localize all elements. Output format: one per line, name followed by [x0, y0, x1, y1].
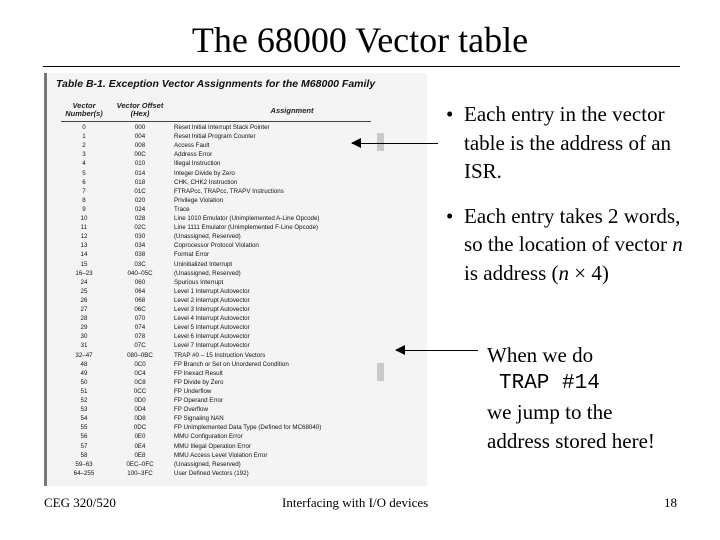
note-line: When we do: [487, 343, 594, 367]
vector-number-cell: 57: [80, 442, 88, 450]
vector-offset-cell: 0D4: [134, 406, 146, 414]
table-row: [47, 423, 377, 432]
assignment-cell: FP Unimplemented Data Type (Defined for MC68040): [174, 424, 322, 432]
assignment-cell: Reset Initial Interrupt Stack Pointer: [174, 124, 270, 131]
column-header-vector-offset: Vector Offset (Hex): [116, 101, 164, 118]
table-row: [47, 223, 377, 232]
vector-number-cell: 30: [80, 333, 88, 341]
bullet-marker: •: [446, 203, 454, 228]
table-row: [47, 442, 377, 451]
vector-number-cell: 26: [80, 296, 88, 304]
vector-number-cell: 6: [82, 178, 86, 186]
assignment-cell: Level 3 Interrupt Autovector: [174, 306, 250, 313]
title-underline: [43, 66, 680, 67]
table-row: [47, 305, 377, 314]
vector-offset-cell: 024: [134, 205, 146, 213]
vector-offset-cell: 03C: [134, 260, 146, 268]
vector-offset-cell: 0EC–0FC: [126, 460, 154, 468]
vector-number-cell: 2: [82, 142, 86, 150]
vector-offset-cell: 0DC: [133, 424, 147, 432]
assignment-cell: Level 2 Interrupt Autovector: [174, 296, 250, 304]
table-row: [47, 314, 377, 323]
vector-number-cell: 64–255: [73, 469, 95, 477]
assignment-cell: CHK, CHK2 Instruction: [174, 178, 238, 186]
vector-offset-cell: 06C: [134, 306, 146, 313]
assignment-cell: User Defined Vectors (192): [174, 469, 249, 477]
table-row: [47, 351, 377, 360]
vector-number-cell: 4: [82, 160, 86, 168]
table-row: [47, 250, 377, 259]
table-row: [47, 150, 377, 159]
table-row: [47, 159, 377, 168]
vector-offset-cell: 02C: [134, 224, 146, 232]
vector-offset-cell: 038: [134, 251, 146, 259]
assignment-cell: Line 1111 Emulator (Unimplemented F-Line Opcode): [174, 224, 319, 232]
table-row: [47, 132, 377, 141]
vector-number-cell: 50: [80, 378, 88, 386]
vector-number-cell: 28: [80, 315, 88, 323]
margin-mark: [377, 133, 384, 151]
assignment-cell: FP Inexact Result: [174, 369, 223, 377]
vector-offset-cell: 074: [134, 324, 146, 332]
vector-offset-cell: 000: [134, 124, 146, 131]
header-divider: [61, 121, 371, 122]
vector-offset-cell: 01C: [134, 187, 146, 195]
table-row: [47, 232, 377, 241]
vector-offset-cell: 0D8: [134, 415, 146, 423]
vector-offset-cell: 028: [134, 215, 146, 222]
table-row: [47, 396, 377, 405]
assignment-cell: Level 4 Interrupt Autovector: [174, 315, 250, 323]
vector-number-cell: 16–23: [75, 269, 93, 277]
note-line: we jump to the: [487, 400, 613, 424]
vector-number-cell: 1: [82, 133, 86, 141]
table-row: [47, 241, 377, 250]
assignment-cell: Illegal Instruction: [174, 160, 221, 168]
table-row: [47, 205, 377, 214]
table-row: [47, 123, 377, 132]
vector-offset-cell: 020: [134, 196, 146, 204]
table-row: [47, 141, 377, 150]
vector-number-cell: 0: [82, 124, 86, 131]
assignment-cell: Uninitialized Interrupt: [174, 260, 233, 268]
vector-offset-cell: 0E4: [134, 442, 146, 450]
vector-number-cell: 55: [80, 424, 88, 432]
vector-number-cell: 58: [80, 451, 88, 459]
vector-offset-cell: 07C: [134, 342, 146, 350]
vector-offset-cell: 0CC: [133, 387, 147, 395]
bullet-item: [446, 100, 696, 186]
vector-offset-cell: 004: [134, 133, 146, 141]
assignment-cell: Trace: [174, 205, 190, 213]
assignment-cell: Address Error: [174, 151, 213, 159]
vector-number-cell: 11: [80, 224, 88, 232]
assignment-cell: TRAP #0 – 15 Instruction Vectors: [174, 351, 266, 359]
vector-number-cell: 29: [80, 324, 88, 332]
vector-offset-cell: 034: [134, 242, 146, 250]
bullet-item: [446, 202, 696, 288]
assignment-cell: MMU Illegal Operation Error: [174, 442, 252, 450]
bullet-text-isr: Each entry in the vector table is the address of an ISR.: [464, 102, 672, 183]
assignment-cell: MMU Access Level Violation Error: [174, 451, 268, 459]
vector-number-cell: 31: [80, 342, 88, 350]
vector-number-cell: 27: [80, 306, 88, 313]
assignment-cell: Format Error: [174, 251, 210, 259]
vector-offset-cell: 010: [134, 160, 146, 168]
assignment-cell: Reset Initial Program Counter: [174, 133, 256, 141]
vector-offset-cell: 080–0BC: [127, 351, 153, 359]
vector-number-cell: 53: [80, 406, 88, 414]
assignment-cell: Spurious Interrupt: [174, 278, 224, 286]
vector-offset-cell: 070: [134, 315, 146, 323]
assignment-cell: Level 6 Interrupt Autovector: [174, 333, 250, 341]
table-row: [47, 378, 377, 387]
slide-title: The 68000 Vector table: [191, 20, 529, 60]
table-row: [47, 341, 377, 350]
table-row: [47, 196, 377, 205]
vector-number-cell: 51: [80, 387, 88, 395]
table-row: [47, 360, 377, 369]
vector-offset-cell: 008: [134, 142, 146, 150]
vector-offset-cell: 018: [134, 178, 146, 186]
vector-number-cell: 24: [80, 278, 88, 286]
table-row: [47, 287, 377, 296]
vector-number-cell: 3: [82, 151, 86, 159]
table-row: [47, 414, 377, 423]
vector-number-cell: 14: [80, 251, 88, 259]
vector-number-cell: 49: [80, 369, 88, 377]
vector-offset-cell: 068: [134, 296, 146, 304]
vector-offset-cell: 0E0: [134, 433, 146, 441]
vector-number-cell: 56: [80, 433, 88, 441]
table-row: [47, 469, 377, 478]
margin-mark: [377, 363, 384, 381]
assignment-cell: FP Branch or Set on Unordered Condition: [174, 360, 289, 368]
table-row: [47, 169, 377, 178]
table-row: [47, 387, 377, 396]
vector-offset-cell: 0E8: [134, 451, 146, 459]
bullet-text-words: Each entry takes 2 words, so the location of vector n is address (n × 4): [464, 203, 683, 285]
table-row: [47, 432, 377, 441]
vector-offset-cell: 00C: [134, 151, 146, 159]
table-row: [47, 278, 377, 287]
arrow-to-trap-vectors: [396, 350, 478, 351]
column-header-vector-number: Vector Number(s): [65, 101, 103, 118]
vector-number-cell: 12: [80, 233, 88, 241]
table-row: [47, 323, 377, 332]
assignment-cell: MMU Configuration Error: [174, 433, 243, 441]
vector-number-cell: 15: [80, 260, 88, 268]
vector-number-cell: 5: [82, 169, 86, 177]
assignment-cell: Privilege Violation: [174, 196, 224, 204]
assignment-cell: (Unassigned, Reserved): [174, 233, 241, 241]
table-row: [47, 369, 377, 378]
assignment-cell: Line 1010 Emulator (Unimplemented A-Line Opcode): [174, 215, 320, 222]
note-line: address stored here!: [487, 428, 655, 453]
table-row: [47, 332, 377, 341]
table-row: [47, 269, 377, 278]
vector-offset-cell: 060: [134, 278, 146, 286]
assignment-cell: FP Underflow: [174, 387, 212, 395]
bullet-list: [446, 100, 696, 303]
column-header-assignment: Assignment: [270, 106, 314, 115]
vector-number-cell: 9: [82, 205, 86, 213]
vector-offset-cell: 040–05C: [127, 269, 153, 277]
vector-offset-cell: 0C8: [134, 378, 146, 386]
assignment-cell: Coprocessor Protocol Violation: [174, 242, 259, 250]
table-caption: Table B-1. Exception Vector Assignments for the M68000 Family: [56, 78, 376, 90]
vector-number-cell: 48: [80, 360, 88, 368]
footer-title: Interfacing with I/O devices: [282, 495, 429, 510]
vector-offset-cell: 100–3FC: [127, 469, 153, 477]
assignment-cell: (Unassigned, Reserved): [174, 460, 241, 468]
trap-code: TRAP #14: [499, 371, 600, 395]
table-row: [47, 214, 377, 223]
vector-number-cell: 13: [80, 242, 88, 250]
vector-number-cell: 25: [80, 287, 88, 295]
assignment-cell: FP Overflow: [174, 406, 208, 414]
bullet-marker: •: [446, 102, 454, 126]
vector-number-cell: 10: [80, 215, 88, 222]
assignment-cell: Level 7 Interrupt Autovector: [174, 342, 250, 350]
footer-course: CEG 320/520: [44, 495, 116, 510]
vector-offset-cell: 0C0: [134, 360, 146, 368]
page-number: 18: [664, 495, 677, 510]
vector-offset-cell: 0D0: [134, 397, 146, 404]
assignment-cell: FTRAPcc, TRAPcc, TRAPV Instructions: [174, 187, 284, 195]
vector-number-cell: 54: [80, 415, 88, 423]
vector-offset-cell: 0C4: [134, 369, 146, 377]
assignment-cell: FP Operand Error: [174, 397, 224, 404]
assignment-cell: Access Fault: [174, 142, 210, 150]
arrow-to-table-entry: [352, 143, 438, 144]
table-row: [47, 260, 377, 269]
assignment-cell: (Unassigned, Reserved): [174, 269, 241, 277]
table-row: [47, 187, 377, 196]
trap-note: [487, 341, 707, 455]
vector-number-cell: 8: [82, 196, 86, 204]
vector-number-cell: 32–47: [75, 351, 93, 359]
assignment-cell: Integer Divide by Zero: [174, 169, 235, 177]
vector-offset-cell: 030: [134, 233, 146, 241]
table-row: [47, 460, 377, 469]
vector-number-cell: 59–63: [75, 460, 93, 468]
assignment-cell: Level 1 Interrupt Autovector: [174, 287, 250, 295]
vector-table-scan: [44, 73, 427, 486]
assignment-cell: FP Signaling NAN: [174, 415, 224, 423]
vector-offset-cell: 064: [134, 287, 146, 295]
assignment-cell: FP Divide by Zero: [174, 378, 224, 386]
table-row: [47, 178, 377, 187]
vector-number-cell: 7: [82, 187, 86, 195]
vector-offset-cell: 014: [134, 169, 146, 177]
table-row: [47, 451, 377, 460]
table-row: [47, 405, 377, 414]
table-row: [47, 296, 377, 305]
vector-number-cell: 52: [80, 397, 88, 404]
assignment-cell: Level 5 Interrupt Autovector: [174, 324, 250, 332]
vector-offset-cell: 078: [134, 333, 146, 341]
